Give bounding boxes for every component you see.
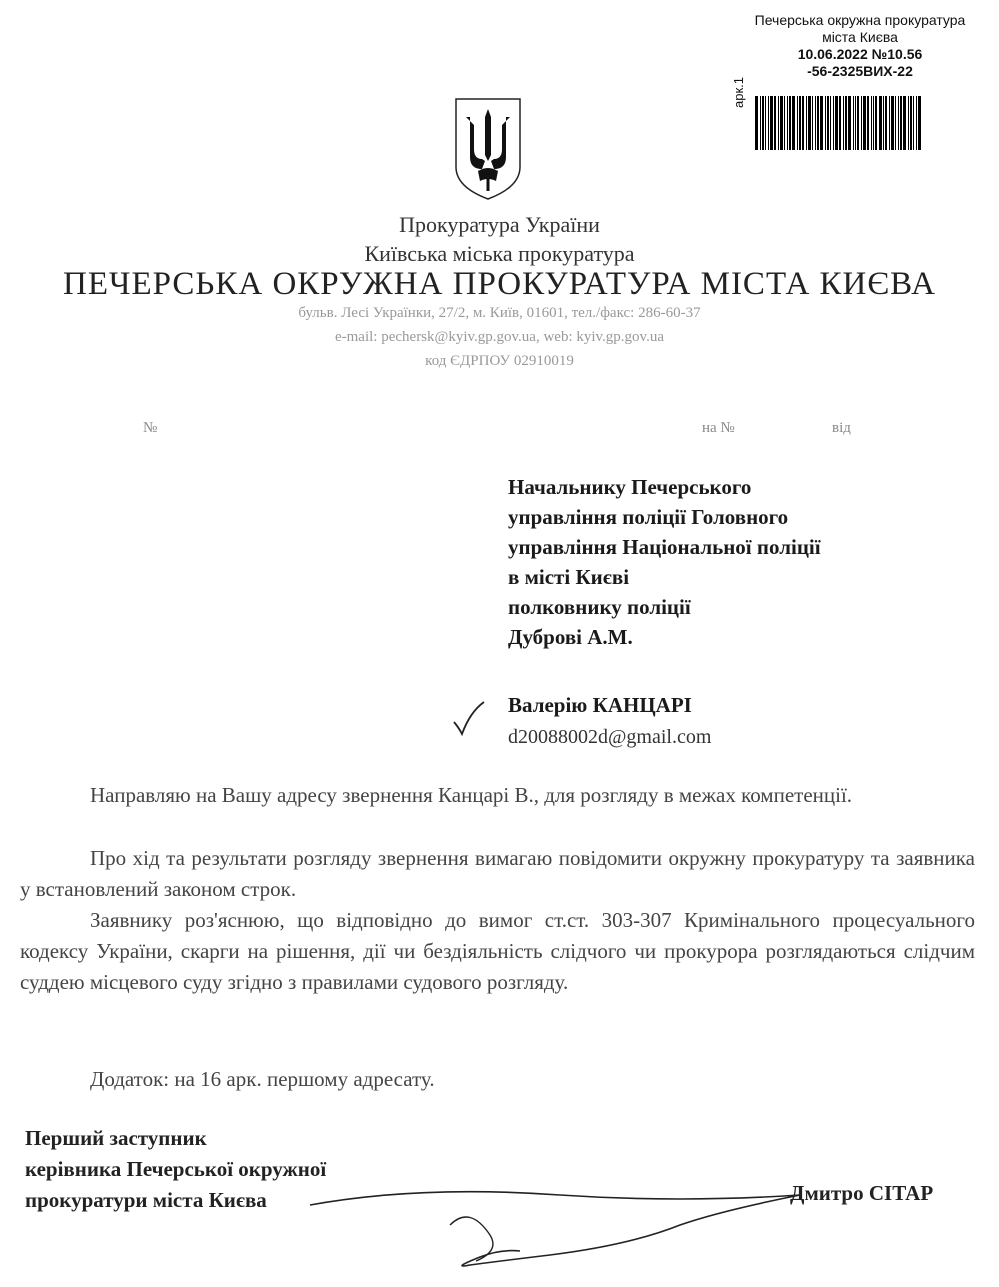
stamp-sheet-label: арк.1 bbox=[731, 77, 746, 108]
header-line-1: Прокуратура України bbox=[399, 212, 600, 237]
handwritten-signature-icon bbox=[300, 1165, 820, 1275]
barcode-bar bbox=[848, 96, 851, 150]
header-line-2: Київська міська прокуратура bbox=[364, 241, 635, 266]
addressee-line: полковнику поліції bbox=[508, 595, 691, 619]
barcode-bar bbox=[835, 96, 838, 150]
barcode-bar bbox=[898, 96, 899, 150]
barcode-bar bbox=[918, 96, 921, 150]
stamp-date-number: 10.06.2022 №10.56 bbox=[797, 46, 923, 62]
office-contacts: e-mail: pechersk@kyiv.gp.gov.ua, web: kyiv.gp.gov.ua bbox=[334, 329, 664, 345]
barcode-bar bbox=[916, 96, 917, 150]
barcode-bar bbox=[825, 96, 826, 150]
body-paragraph-3: Заявнику роз'яснюю, що відповідно до вимог ст.ст. 303-307 Кримінального процесуального кодексу України, скарги на рішення, дії чи бездіяльність слідчого чи прокурора розглядаються слідчим суддею місцевого суду згідно з правилами судового розгляду. bbox=[20, 908, 975, 994]
barcode-bar bbox=[787, 96, 788, 150]
barcode-bar bbox=[817, 96, 819, 150]
barcode-bar bbox=[867, 96, 869, 150]
barcode-bar bbox=[760, 96, 761, 150]
barcode-bar bbox=[857, 96, 859, 150]
barcode-bar bbox=[833, 96, 834, 150]
signatory-line: керівника Печерської окружної bbox=[25, 1157, 327, 1181]
barcode-bar bbox=[891, 96, 894, 150]
barcode-bar bbox=[910, 96, 912, 150]
barcode-bar bbox=[908, 96, 909, 150]
addressee-line: Начальнику Печерського bbox=[508, 475, 752, 499]
addressee-line: управління Національної поліції bbox=[508, 535, 821, 559]
barcode-bar bbox=[765, 96, 766, 150]
signatory-position bbox=[25, 1123, 326, 1216]
office-address: бульв. Лесі Українки, 27/2, м. Київ, 01601, тел./факс: 286-60-37 bbox=[298, 305, 701, 321]
barcode-bar bbox=[879, 96, 882, 150]
barcode-bar bbox=[843, 96, 844, 150]
signatory-line: прокуратури міста Києва bbox=[25, 1188, 267, 1212]
barcode-bar bbox=[871, 96, 872, 150]
barcode-bar bbox=[845, 96, 847, 150]
barcode-bar bbox=[762, 96, 764, 150]
barcode-bar bbox=[755, 96, 758, 150]
barcode-bar bbox=[827, 96, 829, 150]
barcode-bar bbox=[792, 96, 795, 150]
recipient-name: Валерію КАНЦАРІ bbox=[508, 693, 692, 717]
barcode-bar bbox=[802, 96, 804, 150]
barcode-bar bbox=[780, 96, 783, 150]
barcode-bar bbox=[885, 96, 887, 150]
barcode-bar bbox=[806, 96, 807, 150]
barcode-bar bbox=[863, 96, 866, 150]
barcode-bar bbox=[875, 96, 877, 150]
stamp-outgoing-number: -56-2325ВИХ-22 bbox=[807, 63, 913, 79]
barcode-bar bbox=[778, 96, 779, 150]
trident-emblem-icon bbox=[452, 95, 524, 203]
barcode-bar bbox=[799, 96, 801, 150]
registration-from-label: від bbox=[832, 420, 851, 436]
barcode-bar bbox=[768, 96, 769, 150]
barcode-bar bbox=[774, 96, 776, 150]
signatory-line: Перший заступник bbox=[25, 1126, 207, 1150]
barcode-bar bbox=[895, 96, 896, 150]
barcode-bar bbox=[889, 96, 890, 150]
attachment-note: Додаток: на 16 арк. першому адресату. bbox=[90, 1067, 435, 1091]
barcode-bar bbox=[855, 96, 856, 150]
barcode-bar bbox=[815, 96, 816, 150]
barcode-bar bbox=[797, 96, 798, 150]
office-title: ПЕЧЕРСЬКА ОКРУЖНА ПРОКУРАТУРА МІСТА КИЄВА bbox=[63, 266, 936, 302]
barcode-bar bbox=[789, 96, 791, 150]
barcode-bar bbox=[861, 96, 862, 150]
barcode-bar bbox=[900, 96, 902, 150]
addressee-line: Дуброві А.М. bbox=[508, 625, 633, 649]
signatory-name: Дмитро СІТАР bbox=[790, 1181, 934, 1205]
barcode-bar bbox=[808, 96, 811, 150]
stamp-org-line2: міста Києва bbox=[822, 29, 898, 45]
barcode-bar bbox=[784, 96, 785, 150]
barcode-bar bbox=[883, 96, 884, 150]
barcode-bar bbox=[913, 96, 914, 150]
barcode-bar bbox=[903, 96, 906, 150]
body-paragraph-1: Направляю на Вашу адресу звернення Канцарі В., для розгляду в межах компетенції. bbox=[90, 783, 853, 807]
registration-number-label: № bbox=[143, 420, 158, 436]
checkmark-icon bbox=[452, 700, 486, 736]
addressee-block bbox=[508, 472, 821, 652]
barcode-bar bbox=[770, 96, 773, 150]
registration-stamp bbox=[731, 12, 985, 108]
barcode-bar bbox=[812, 96, 813, 150]
addressee-line: управління поліції Головного bbox=[508, 505, 789, 529]
barcode-bar bbox=[853, 96, 854, 150]
barcode-bar bbox=[873, 96, 874, 150]
barcode-bar bbox=[820, 96, 823, 150]
registration-ref-label: на № bbox=[702, 420, 735, 436]
office-edrpou: код ЄДРПОУ 02910019 bbox=[425, 353, 574, 369]
stamp-org-line1: Печерська окружна прокуратура bbox=[754, 12, 966, 28]
barcode-bar bbox=[830, 96, 831, 150]
recipient-email: d20088002d@gmail.com bbox=[508, 726, 712, 748]
body-paragraph-2: Про хід та результати розгляду звернення вимагаю повідомити окружну прокуратуру та заявника у встановлений законом строк. bbox=[20, 846, 975, 901]
addressee-line: в місті Києві bbox=[508, 565, 630, 589]
barcode-bar bbox=[839, 96, 841, 150]
barcode bbox=[755, 96, 922, 150]
